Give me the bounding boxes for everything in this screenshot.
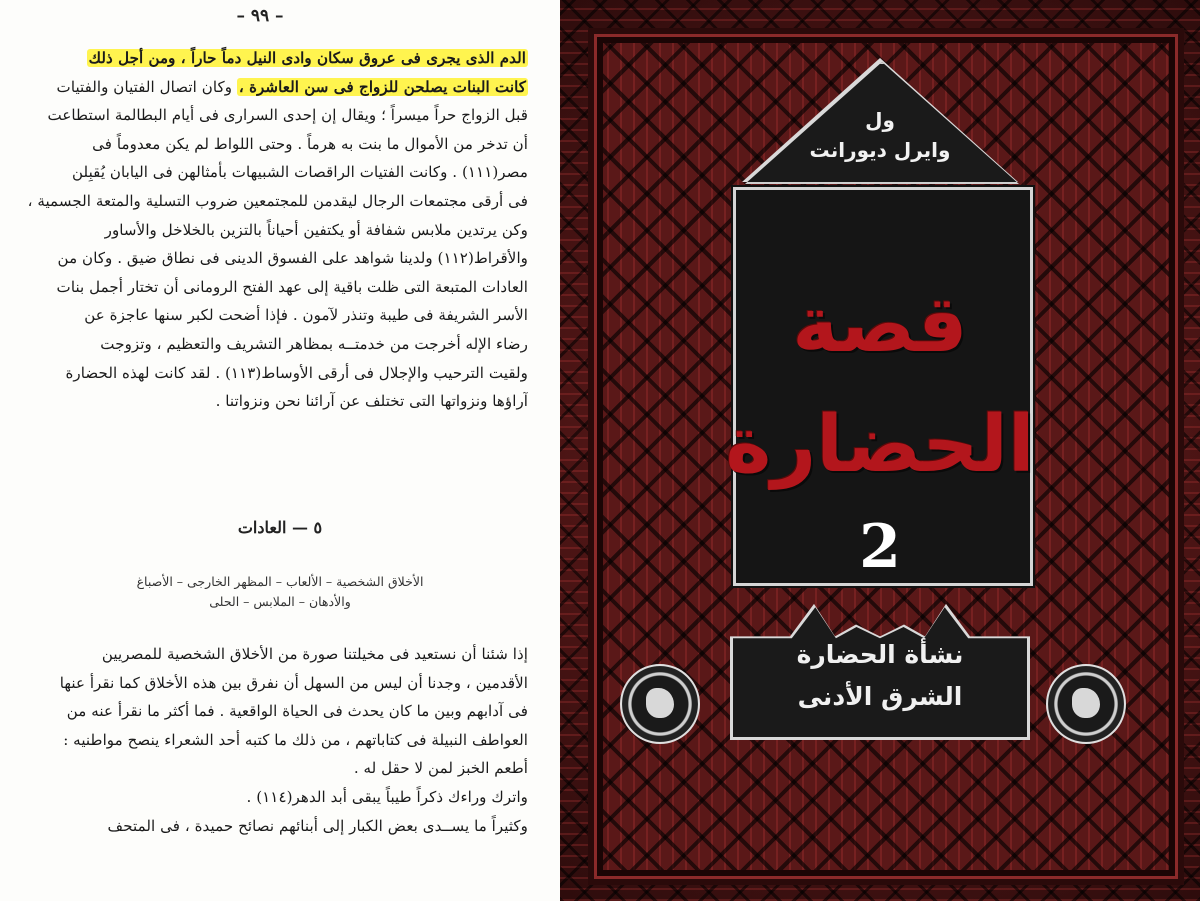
text-line: العادات المتبعة التى ظلت باقية إلى عهد الفتح الرومانى أن تختار أجمل بنات [56,277,528,296]
paragraph-1 [28,44,528,416]
text-line: الأسر الشريفة فى طيبة وتنذر لآمون . فإذا أضحت لكبر سنها عاجزة عن [84,306,528,325]
subtopics-line: الأخلاق الشخصية – الألعاب – المظهر الخارجى – الأصباغ [136,574,424,589]
quote-line: واترك وراءك ذكراً طيباً يبقى أبد الدهر(١١٤) . [246,787,528,806]
text-line: قبل الزواج حراً ميسراً ؛ ويقال إن إحدى السرارى فى أيام البطالمة استطاعت [47,106,528,125]
book-cover [560,0,1200,901]
text-line: العواطف النبيلة فى كتاباتهم ، من ذلك ما كتبه أحد الشعراء ينصح مواطنيه : [63,730,528,749]
text-line: الأقدمين ، وجدنا أن ليس من السهل أن نفرق بين هذه الأخلاق كما نقرأ عنها [59,673,528,692]
author-first-name: ول [865,108,895,132]
text-line: مصر(١١١) . وكانت الفتيات الراقصات الشبيهات بأمثالهن فى اليابان يُقبِلن [71,163,528,182]
volume-number: 2 [859,512,901,582]
text-line: رضاء الإله أخرجت من خدمتــه بمظاهر التشريف والتعظيم ، وتزوجت [100,334,528,353]
book-title-line-2: الحضارة [725,400,1035,490]
page-number: – ٩٩ – [236,6,284,26]
subtopics-line: والأدهان – الملابس – الحلى [209,594,351,609]
highlighted-text-line-2: كانت البنات يصلحن للزواج فى سن العاشرة ، [238,77,526,96]
publisher-seal-icon [1046,664,1126,744]
section-subtopics [60,572,500,612]
text-line: وكثيراً ما يســدى بعض الكبار إلى أبنائهم نصائح حميدة ، فى المتحف [107,816,528,835]
text-line: فى أرقى مجتمعات الرجال ليقدمن للمجتمعين ضروب التسلية والمتعة الجسمية ، [28,191,528,210]
arab-league-emblem-icon [620,664,700,744]
highlighted-text-line-1: الدم الذى يجرى فى عروق سكان وادى النيل دماً حاراً ، ومن أجل ذلك [88,49,526,67]
text-line: أن تدخر من الأموال ما بنت به هرماً . وحتى اللواط لم يكن معدوماً فى [92,134,528,153]
quote-line: أطعم الخبز لمن لا حقل له . [353,759,528,778]
book-page-scan [0,0,560,901]
text-line: فى آدابهم وبين ما كان يحدث فى الحياة الواقعية . فما أكثر ما نقرأ عنه من [66,702,528,721]
text-line: وكن يرتدين ملابس شفافة أو يكتفين أحياناً بالتزين بالخلاخل والأساور [104,220,528,239]
text-line: وكان اتصال الفتيان والفتيات [56,77,237,96]
paragraph-2 [28,640,528,840]
subtitle-line-2: الشرق الأدنى [797,682,963,711]
text-line: والأقراط(١١٢) ولدينا شواهد على الفسوق الدينى فى نطاق ضيق . وكان من [57,249,528,268]
section-heading: ٥ — العادات [237,518,323,537]
author-name: وايرل ديورانت [809,138,951,162]
text-line: إذا شئنا أن نستعيد فى مخيلتنا صورة من الأخلاق الشخصية للمصريين [101,645,528,663]
text-line: ولقيت الترحيب والإجلال فى أرقى الأوساط(١١٣) . لقد كانت لهذه الحضارة [65,363,528,382]
text-line: آراؤها ونزواتها التى تختلف عن آرائنا نحن ونزواتنا . [215,392,528,411]
book-title-line-1: قصة [792,280,968,370]
subtitle-line-1: نشأة الحضارة [796,640,964,669]
